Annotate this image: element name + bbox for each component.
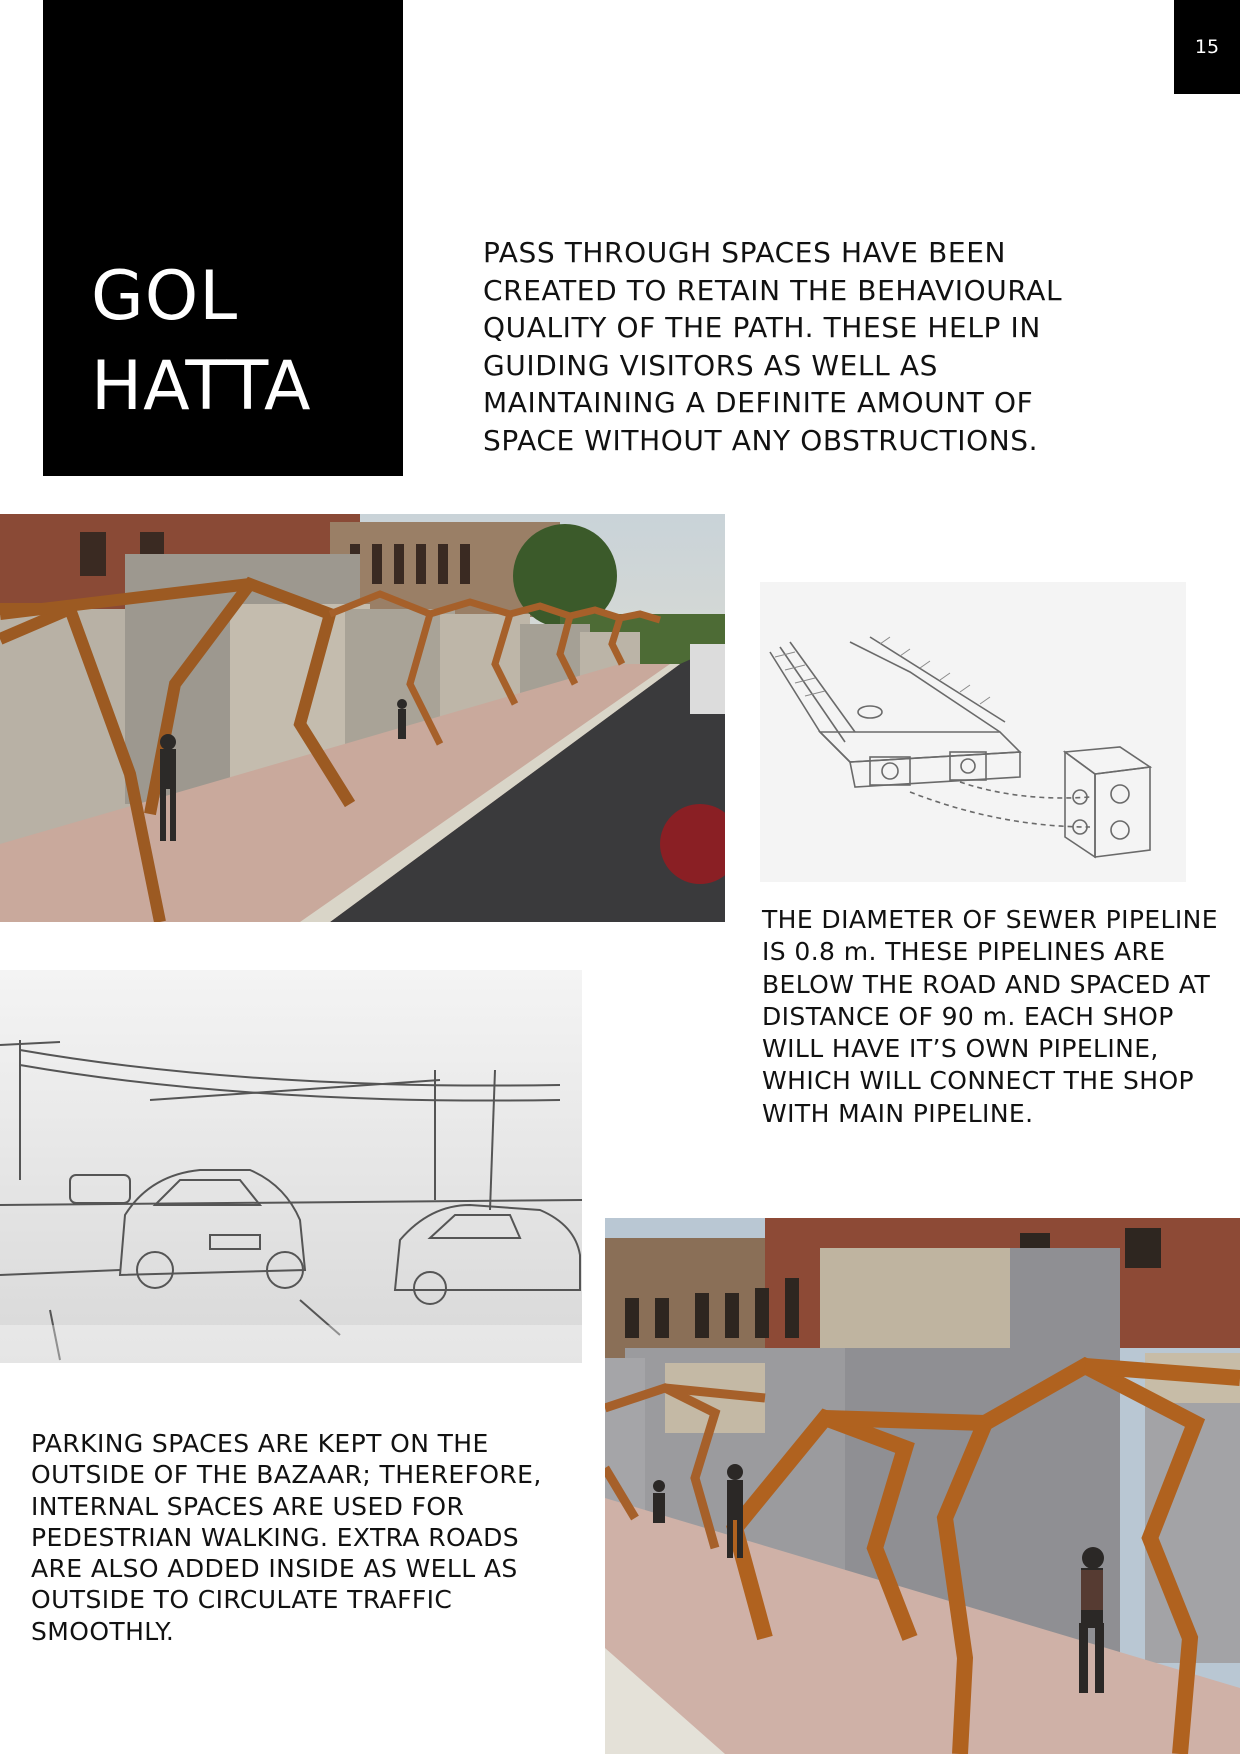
page-title	[91, 252, 312, 432]
intro-paragraph: PASS THROUGH SPACES HAVE BEEN CREATED TO RETAIN THE BEHAVIOURAL QUALITY OF THE PATH. THESE HELP IN GUIDING VISITORS AS WELL AS MAINTAINING A DEFINITE AMOUNT OF SPACE WITHOUT ANY OBSTRUCTIONS.	[483, 236, 1063, 457]
title-block	[43, 0, 403, 476]
title-line-2: HATTA	[91, 347, 312, 426]
parking-paragraph: PARKING SPACES ARE KEPT ON THE OUTSIDE OF THE BAZAAR; THEREFORE, INTERNAL SPACES ARE USED FOR PEDESTRIAN WALKING. EXTRA ROADS ARE ALSO ADDED INSIDE AS WELL AS OUTSIDE TO CIRCULATE TRAFFIC SMOOTHLY.	[31, 1429, 542, 1646]
page-number: 15	[1174, 0, 1240, 94]
title-line-1: GOL	[91, 257, 239, 336]
street-render-image	[0, 514, 725, 922]
walkway-render-image	[605, 1218, 1240, 1754]
sewer-sketch-image	[760, 582, 1186, 882]
sewer-paragraph: THE DIAMETER OF SEWER PIPELINE IS 0.8 m. THESE PIPELINES ARE BELOW THE ROAD AND SPACED AT DISTANCE OF 90 m. EACH SHOP WILL HAVE IT’S OWN PIPELINE, WHICH WILL CONNECT THE SHOP WITH MAIN PIPELINE.	[762, 905, 1218, 1128]
parking-sketch-image	[0, 970, 582, 1363]
